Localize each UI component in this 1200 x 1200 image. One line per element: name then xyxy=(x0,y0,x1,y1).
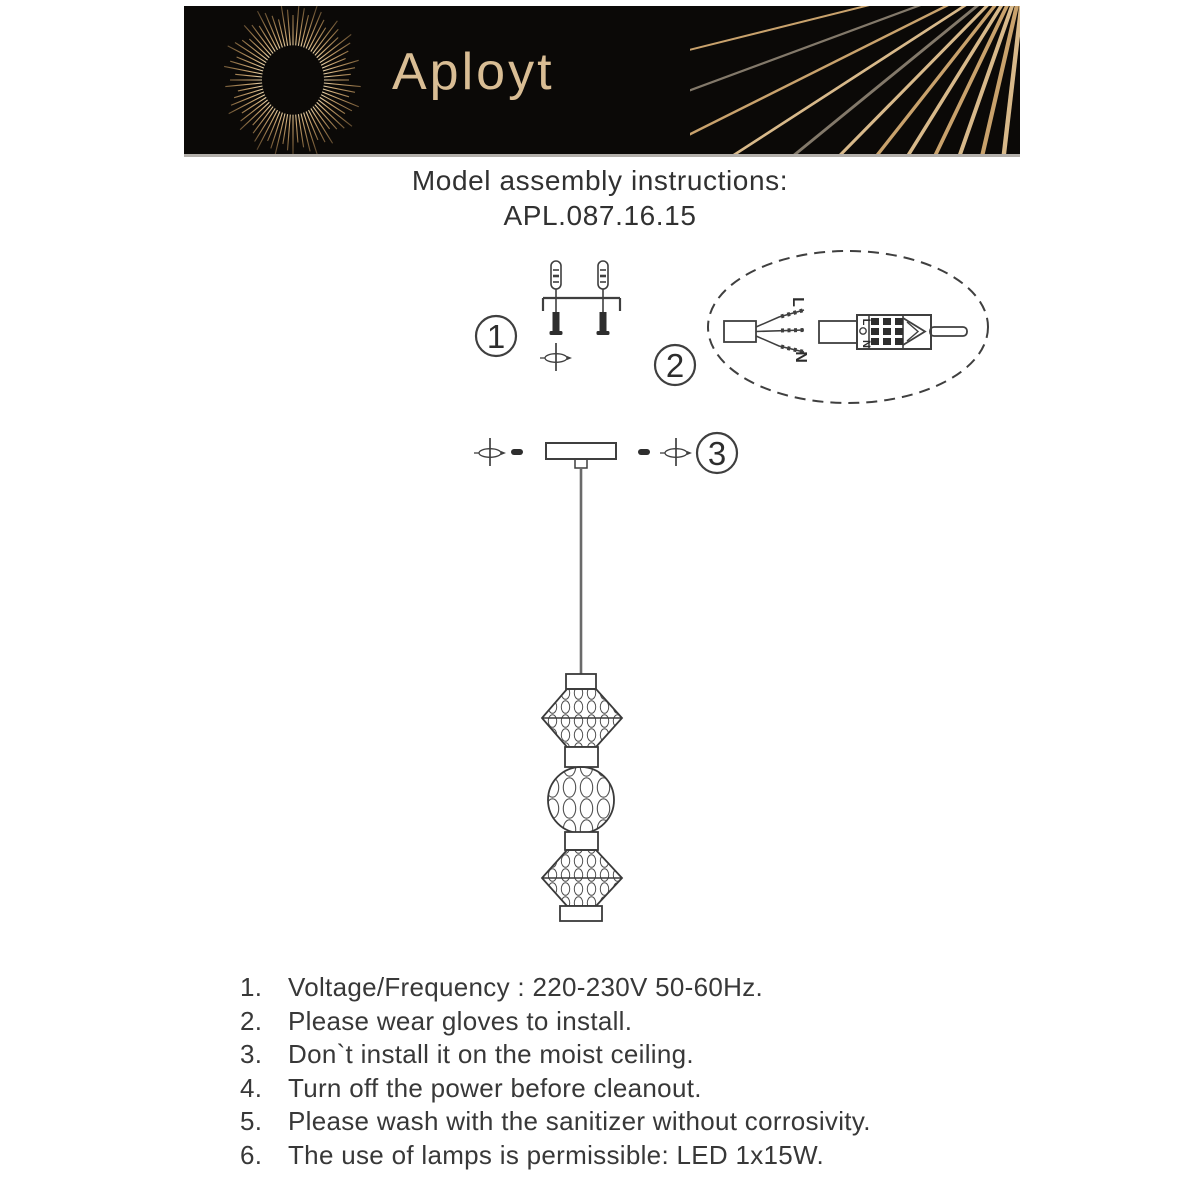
neutral-wire-label: N xyxy=(792,351,809,363)
screw-rotation-icon xyxy=(540,343,572,371)
item-number: 2. xyxy=(240,1005,263,1036)
item-number: 5. xyxy=(240,1106,263,1136)
svg-text:2: 2 xyxy=(665,347,685,384)
pendant-lamp-drawing xyxy=(542,674,622,921)
list-item xyxy=(240,1072,1010,1106)
screw-icon xyxy=(551,261,561,312)
list-item xyxy=(240,1038,1010,1072)
canopy-stem xyxy=(575,459,587,468)
svg-text:1: 1 xyxy=(486,318,506,355)
wall-anchor-icon xyxy=(550,312,563,335)
list-item xyxy=(240,1005,1010,1039)
block-live-label: L xyxy=(860,318,872,326)
page-title: Model assembly instructions: xyxy=(411,165,789,196)
lamp-top-diffuser xyxy=(542,689,622,747)
output-wire xyxy=(930,327,967,336)
step-2-badge xyxy=(655,345,695,385)
item-text: The use of lamps is permissible: LED 1x15W. xyxy=(288,1139,824,1170)
terminal-block-icon xyxy=(857,315,931,349)
cable-end xyxy=(724,321,756,342)
svg-text:3: 3 xyxy=(707,435,727,472)
small-screw-icon xyxy=(511,449,523,455)
corner-rays-icon xyxy=(690,6,1020,154)
item-number: 6. xyxy=(240,1139,263,1170)
screw-rotation-icon xyxy=(474,438,506,466)
screw-rotation-icon xyxy=(660,438,692,466)
lamp-bottom-cap xyxy=(560,906,602,921)
instructions-list xyxy=(240,971,1010,1172)
lamp-bottom-diffuser xyxy=(542,850,622,906)
lamp-spacer xyxy=(565,832,598,850)
step-3-badge xyxy=(697,433,737,473)
title-block xyxy=(0,164,1200,233)
cable-end xyxy=(819,321,857,343)
brand-banner xyxy=(184,6,1020,157)
block-neutral-label: N xyxy=(860,340,872,348)
mounting-bracket xyxy=(543,298,620,311)
item-number: 4. xyxy=(240,1072,263,1103)
list-item xyxy=(240,971,1010,1005)
screw-icon xyxy=(598,261,608,312)
list-item xyxy=(240,1105,1010,1139)
step-1-badge xyxy=(476,316,516,356)
lamp-top-connector xyxy=(566,674,596,689)
starburst-logo-icon xyxy=(208,6,378,154)
item-text: Turn off the power before cleanout. xyxy=(288,1072,702,1103)
list-item xyxy=(240,1139,1010,1173)
model-number: APL.087.16.15 xyxy=(503,200,697,231)
item-text: Don`t install it on the moist ceiling. xyxy=(288,1039,694,1069)
lamp-sphere-diffuser xyxy=(548,767,614,833)
item-number: 3. xyxy=(240,1039,263,1069)
item-text: Please wear gloves to install. xyxy=(288,1005,633,1036)
wall-anchor-icon xyxy=(597,312,610,335)
item-text: Voltage/Frequency : 220-230V 50-60Hz. xyxy=(288,972,764,1002)
live-wire-label: L xyxy=(789,297,806,307)
item-number: 1. xyxy=(240,972,263,1002)
assembly-diagram xyxy=(430,240,1010,940)
lamp-spacer xyxy=(565,747,598,767)
step3-canopy-diagram xyxy=(474,433,737,473)
item-text: Please wash with the sanitizer without corrosivity. xyxy=(288,1106,871,1136)
step1-mounting-diagram xyxy=(476,261,620,371)
step2-wiring-diagram xyxy=(655,251,988,403)
stripped-wires-icon xyxy=(756,310,804,352)
small-screw-icon xyxy=(638,449,650,455)
ceiling-canopy xyxy=(546,443,616,459)
brand-name: Aployt xyxy=(392,43,555,101)
